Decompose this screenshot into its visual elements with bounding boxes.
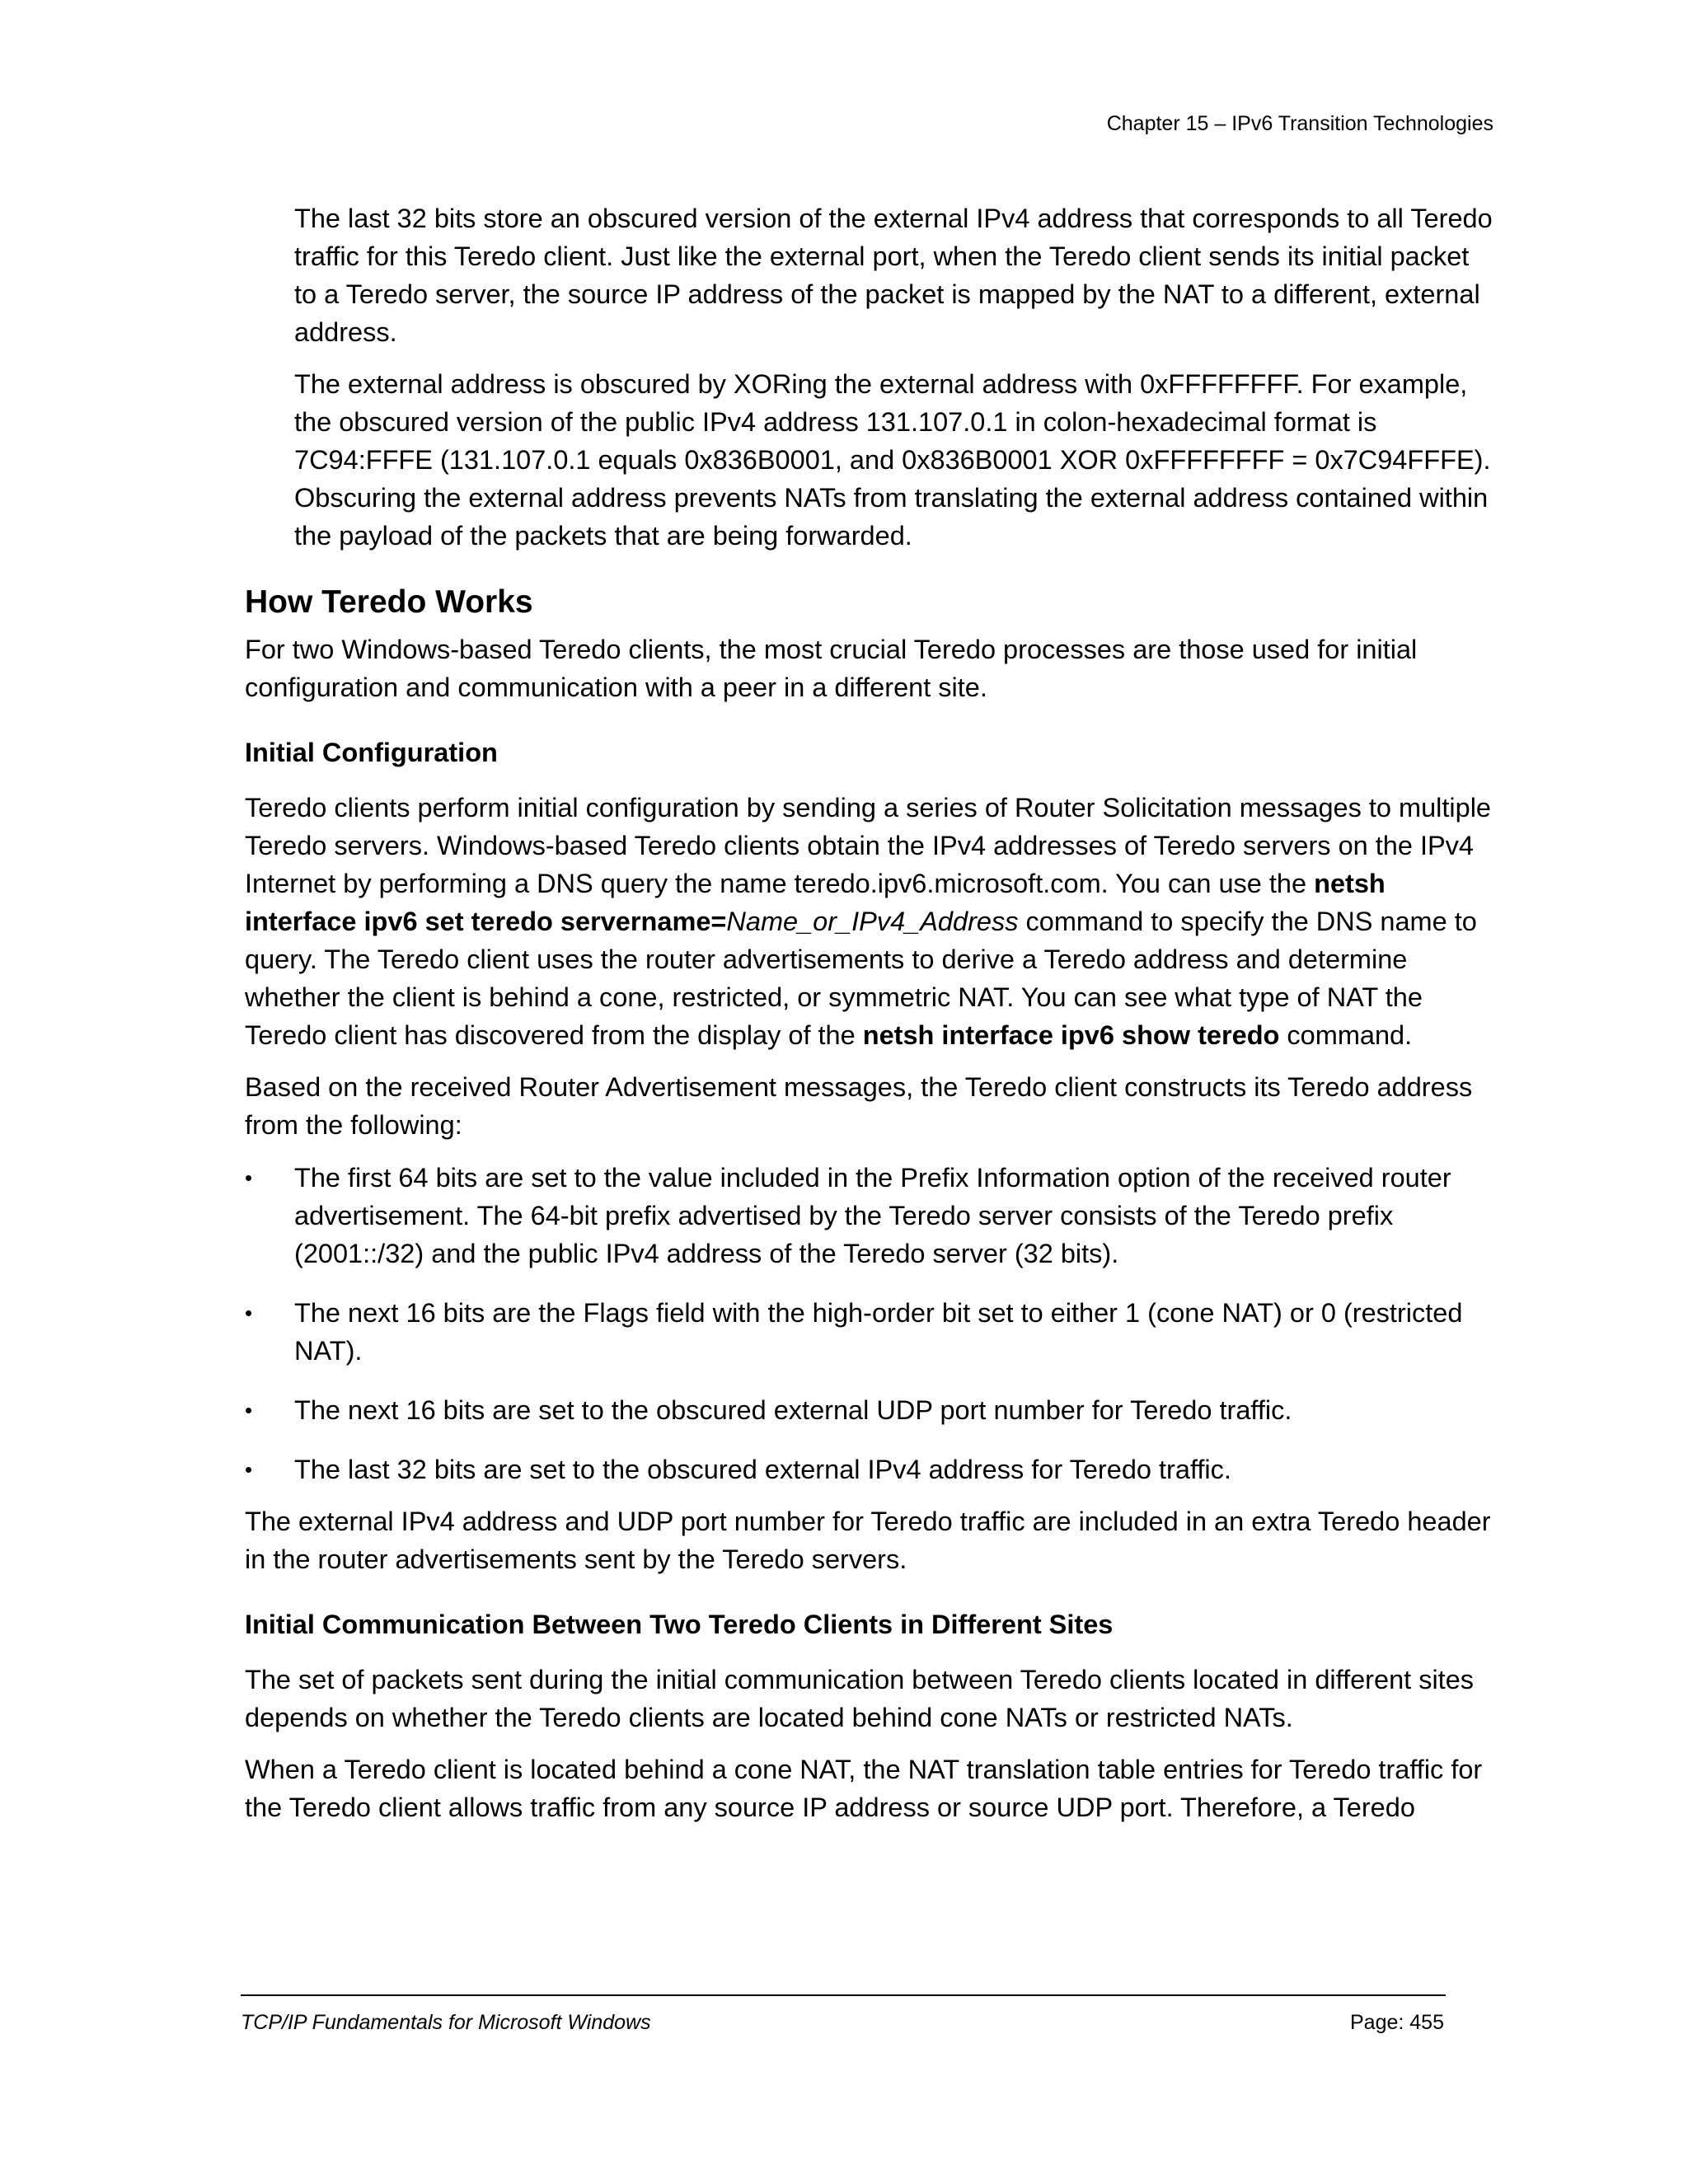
- paragraph-how-teredo-intro: For two Windows-based Teredo clients, the most crucial Teredo processes are those used for initial configuration and communication with a peer in a different site.: [245, 635, 1418, 702]
- paragraph-based-on: Based on the received Router Advertisement messages, the Teredo client constructs its Teredo address from the following:: [245, 1072, 1473, 1140]
- paragraph-external-header: The external IPv4 address and UDP port number for Teredo traffic are included in an extra Teredo header in the router advertisements sent by the Teredo servers.: [245, 1507, 1491, 1574]
- config-text-part-2: command to specify the DNS name to query. The Teredo client uses the router advertisements to derive a Teredo address and determine whether the client is behind a cone, restricted, or symmetric NAT. You can see what type of NAT the Teredo client has discovered from the display of the: [245, 907, 1477, 1050]
- list-item-text: The next 16 bits are set to the obscured external UDP port number for Teredo traffic.: [294, 1395, 1292, 1425]
- list-item-text: The next 16 bits are the Flags field with the high-order bit set to either 1 (cone NAT) or 0 (restricted NAT).: [294, 1298, 1463, 1366]
- command-set-teredo: netsh interface ipv6 set teredo servername=: [245, 869, 1386, 936]
- heading-initial-configuration: Initial Configuration: [245, 738, 498, 767]
- bullet-icon: •: [245, 1398, 253, 1422]
- bullet-icon: •: [245, 1165, 253, 1190]
- paragraph-communication-set: The set of packets sent during the initial communication between Teredo clients located in different sites depends on whether the Teredo clients are located behind cone NATs or restricted NATs.: [245, 1665, 1475, 1732]
- list-item: [245, 1391, 1498, 1429]
- footer-book-title: TCP/IP Fundamentals for Microsoft Windows: [241, 2011, 651, 2034]
- bullet-icon: •: [245, 1301, 253, 1325]
- footer-divider: [241, 1994, 1446, 1996]
- command-show-teredo: netsh interface ipv6 show teredo: [862, 1020, 1280, 1050]
- bullet-icon: •: [245, 1457, 253, 1482]
- footer-page-number: Page: 455: [1350, 2011, 1444, 2034]
- command-set-teredo-argument: Name_or_IPv4_Address: [726, 907, 1019, 936]
- paragraph-initial-configuration: [245, 789, 1498, 1054]
- list-item: [245, 1159, 1498, 1272]
- list-item: [245, 1294, 1498, 1370]
- list-item-text: The first 64 bits are set to the value included in the Prefix Information option of the received router advertisement. The 64-bit prefix advertised by the Teredo server consists of the Teredo prefix (2001::/32) and the public IPv4 address of the Teredo server (32 bits).: [294, 1163, 1451, 1268]
- paragraph-last-32-bits: The last 32 bits store an obscured version of the external IPv4 address that corresponds to all Teredo traffic for this Teredo client. Just like the external port, when the Teredo client sends its initial packet to a Teredo server, the source IP address of the packet is mapped by the NAT to a different, external address.: [294, 204, 1493, 347]
- list-item: [245, 1451, 1498, 1488]
- list-item-text: The last 32 bits are set to the obscured external IPv4 address for Teredo traffic.: [294, 1455, 1231, 1484]
- heading-initial-communication: Initial Communication Between Two Teredo Clients in Different Sites: [245, 1610, 1114, 1639]
- heading-how-teredo-works: How Teredo Works: [245, 584, 533, 620]
- config-text-part-3: command.: [1279, 1020, 1413, 1050]
- page-content: [245, 199, 1498, 1826]
- running-header: Chapter 15 – IPv6 Transition Technologies: [1106, 112, 1493, 135]
- config-text-part-1: Teredo clients perform initial configuration by sending a series of Router Solicitation messages to multiple Teredo servers. Windows-based Teredo clients obtain the IPv4 addresses of Teredo servers on the IPv4 Internet by performing a DNS query the name teredo.ipv6.microsoft.com. You can use the: [245, 793, 1492, 898]
- paragraph-xor-example: The external address is obscured by XORing the external address with 0xFFFFFFFF. For example, the obscured version of the public IPv4 address 131.107.0.1 in colon-hexadecimal format is 7C94:FFFE (131.107.0.1 equals 0x836B0001, and 0x836B0001 XOR 0xFFFFFFFF = 0x7C94FFFE). Obscuring the external address prevents NATs from translating the external address contained within the payload of the packets that are being forwarded.: [294, 369, 1491, 551]
- paragraph-cone-nat: When a Teredo client is located behind a cone NAT, the NAT translation table entries for Teredo traffic for the Teredo client allows traffic from any source IP address or source UDP port. Therefore, a Teredo: [245, 1755, 1483, 1822]
- address-bits-list: [245, 1159, 1498, 1488]
